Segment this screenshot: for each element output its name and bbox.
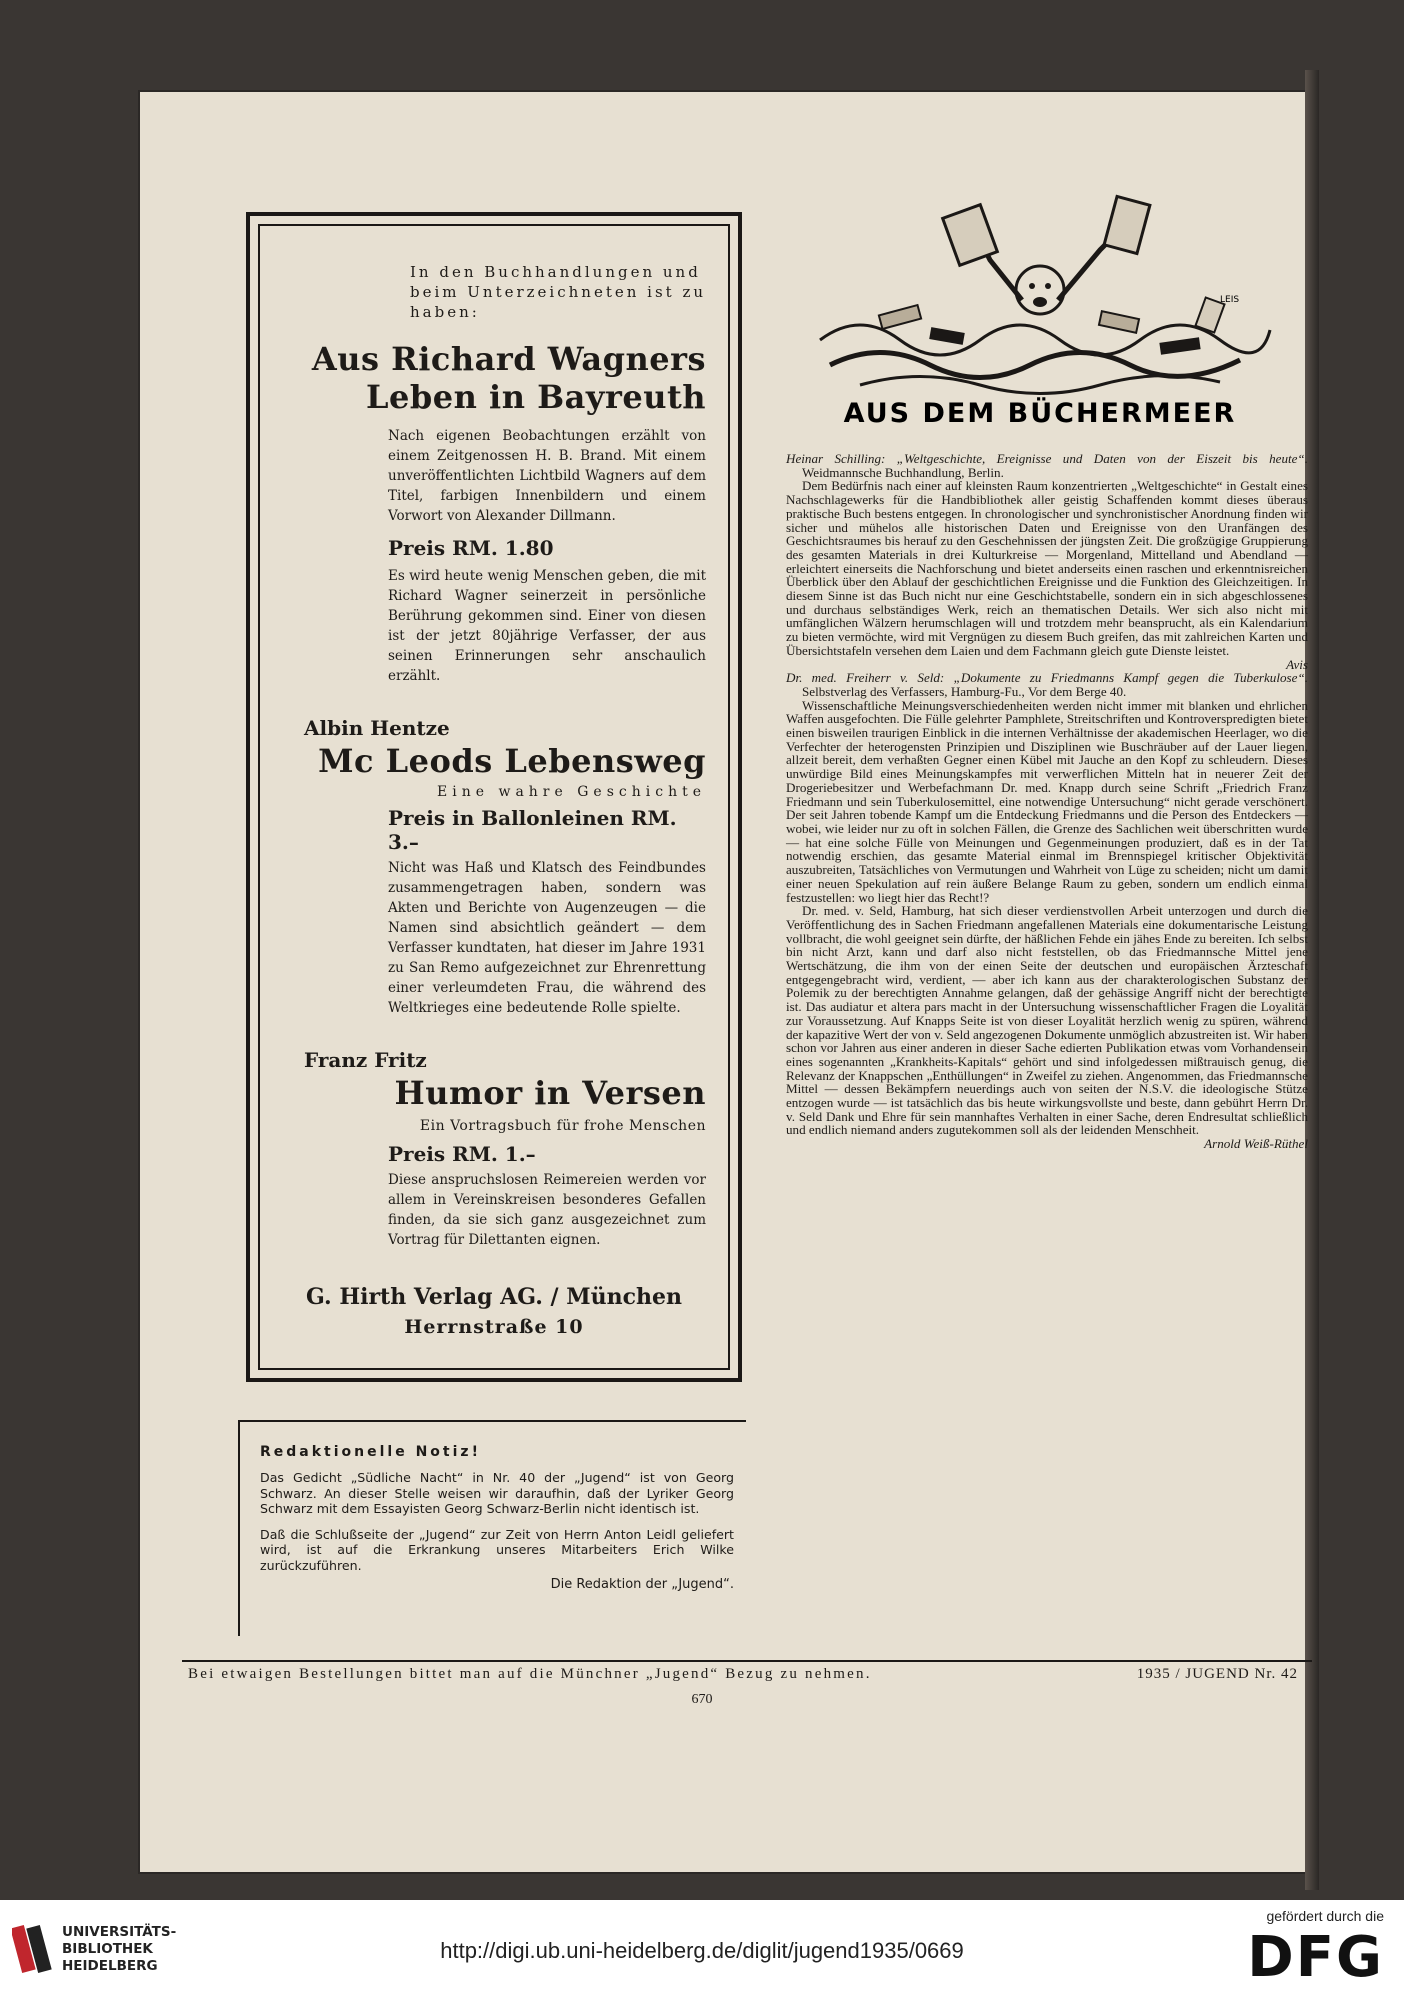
- funding-note: gefördert durch die: [1266, 1908, 1384, 1924]
- review1-heading: [786, 452, 1308, 479]
- review1-author: Avis: [1286, 656, 1308, 672]
- ad-book3-subtitle: Ein Vortragsbuch für frohe Menschen: [419, 1118, 706, 1134]
- review-column: [786, 452, 1308, 1151]
- footer-order-note: Bei etwaigen Bestellungen bittet man auf die Münchner „Jugend“ Bezug zu nehmen.: [188, 1666, 872, 1682]
- review2-author: Arnold Weiß-Rüthel: [1204, 1136, 1308, 1152]
- book-sea-drawing: [800, 190, 1280, 435]
- editorial-note: [238, 1420, 746, 1636]
- review1-title: Heinar Schilling: „Weltgeschichte, Ereignisse und Daten von der Eiszeit bis heute“.: [786, 451, 1308, 466]
- note-title: Redaktionelle Notiz!: [260, 1444, 481, 1460]
- ad-publisher: G. Hirth Verlag AG. / München: [306, 1284, 682, 1310]
- document-url[interactable]: http://digi.ub.uni-heidelberg.de/diglit/jugend1935/0669: [440, 1938, 964, 1963]
- ad-book2-price: Preis in Ballonleinen RM. 3.–: [388, 806, 677, 854]
- review2-title: Dr. med. Freiherr v. Seld: „Dokumente zu Friedmanns Kampf gegen die Tuberkulose“.: [786, 670, 1308, 686]
- book-advertisement: [246, 212, 742, 1382]
- review2-body: Wissenschaftliche Meinungsverschiedenheiten werden nicht immer mit blanken und ehrlichen Waffen ausgefochten. Die Fülle gelehrter Pamphlete, Streitschriften und Kontroverspredigten bietet einen bisweilen traurigen Einblick in die internen Verhältnisse der akademischen Heerlager, wo die Verfechter der heterogensten Prinzipien und Disziplinen wie Buschräuber auf der Lauer liegen, allzeit bereit, dem verhaßten Gegner einen Kübel mit Jauche an den Kopf zu schleudern. Dieses unwürdige Bild eines Meinungskampfes mit verwerflichen Mitteln hat in neuerer Zeit der Drogeriebesitzer und Werbefachmann Dr. med. Knapp durch seine Schrift „Friedrich Franz Friedmann und sein Tuberkulosemittel, eine notwendige Untersuchung“ nicht gerade verschönert. Der seit Jahren tobende Kampf um die Entdeckung Friedmanns und die Person des Entdeckers — wobei, wie leider nur zu oft in solchen Fällen, die Grenze des Sachlichen weit überschritten wurde — hat eine solche Fülle von Meinungen und Gegenmeinungen produziert, daß es in der Tat notwendig erschien, das gesamte Material einmal im Brennspiegel kritischer Objektivität auszubreiten, Tatsächliches von Vermutungen und Wahrheit von Lüge zu scheiden; nicht um damit einer neuen Spekulation auf rein äußere Belange Raum zu geben, sondern um endlich einmal festzustellen: wo liegt hier das Recht!?: [786, 697, 1308, 905]
- ad-book2-title: Mc Leods Lebensweg: [318, 742, 706, 780]
- review2-publisher: Selbstverlag des Verfassers, Hamburg-Fu., Vor dem Berge 40.: [802, 683, 1127, 699]
- section-title: AUS DEM BÜCHERMEER: [843, 398, 1237, 429]
- footer-line: [188, 1666, 1298, 1683]
- ad-book1-title-line2: Leben in Bayreuth: [366, 378, 706, 416]
- footer-rule: [182, 1660, 1312, 1662]
- ad-book3-price: Preis RM. 1.–: [388, 1142, 536, 1166]
- ad-book3-text: Diese anspruchslosen Reimereien werden vor allem in Vereinskreisen besonderes Gefallen finden, da sie sich ganz ausgezeichnet zum Vortrag für Dilettanten eignen.: [388, 1172, 706, 1248]
- ad-book2-author: Albin Hentze: [304, 716, 450, 740]
- ad-book3-title: Humor in Versen: [394, 1074, 706, 1112]
- note-signature: Die Redaktion der „Jugend“.: [550, 1577, 734, 1592]
- ad-book2-subtitle: Eine wahre Geschichte: [437, 784, 706, 800]
- review1-body: Dem Bedürfnis nach einer auf kleinsten Raum konzentrierten „Weltgeschichte“ in Gestalt eines Nachschlagewerks für die Handbibliothek aller geistig Schaffenden kommt dieses überaus praktische Buch bestens entgegen. In chronologischer und synchronistischer Anordnung finden wir sicher und mühelos alle historischen Daten und Ereignisse von den Uranfängen des Geschichtsraumes bis herauf zu den Geschehnissen der jüngsten Zeit. Die großzügige Gruppierung des gesamten Materials in drei Kulturkreise — Morgenland, Mittelland und Abendland — erleichtert einerseits die Nachforschung und bietet anderseits einen raschen und erkenntnisreichen Überblick über den Ablauf der geschichtlichen Ereignisse und die Funktion des Gleichzeitigen. In diesem Sinne ist das Buch nicht nur eine Geschichtstabelle, sondern ein in sich abgeschlossenes und durchaus selbständiges Werk, reich an thematischen Details. Wer sich also nicht mit umfänglichen Wälzern herumschlagen will und trotzdem mehr beansprucht, als ein Kalendarium zu bieten vermöchte, wird mit Vergnügen zu diesem Buch greifen, das mit zahlreichen Karten und Übersichtstafeln versehen dem Laien und dem Fachmann gleich gute Dienste leistet.: [786, 478, 1308, 658]
- ad-book1-title: [282, 340, 706, 416]
- dfg-logo: DFG: [1247, 1925, 1384, 1990]
- university-name-line: HEIDELBERG: [62, 1958, 158, 1974]
- note-paragraph: Daß die Schlußseite der „Jugend“ zur Zeit von Herrn Anton Leidl geliefert wird, ist auf die Erkrankung unseres Mitarbeiters Erich Wilke zurückzuführen.: [260, 1526, 734, 1573]
- ad-book1-title-line1: Aus Richard Wagners: [311, 340, 706, 378]
- ad-book2-text: Nicht was Haß und Klatsch des Feindbundes zusammengetragen haben, sondern was Akten und Berichte von Augenzeugen — die Namen sind absichtlich geändert — dem Verfasser kundtaten, hat dieser im Jahre 1931 zu San Remo aufgezeichnet zur Ehrenrettung einer verleumdeten Frau, die während des Weltkrieges eine bedeutende Rolle spielte.: [388, 860, 706, 1016]
- ad-book1-price: Preis RM. 1.80: [388, 536, 554, 560]
- ad-book3-author: Franz Fritz: [304, 1048, 427, 1072]
- university-name-line: BIBLIOTHEK: [62, 1941, 153, 1957]
- note-paragraph: Das Gedicht „Südliche Nacht“ in Nr. 40 der „Jugend“ ist von Georg Schwarz. An dieser Stelle weisen wir daraufhin, daß der Lyriker Georg Schwarz mit dem Essayisten Georg Schwarz-Berlin nicht identisch ist.: [260, 1470, 734, 1516]
- artist-signature: LEIS: [1220, 295, 1240, 305]
- review1-publisher: Weidmannsche Buchhandlung, Berlin.: [802, 464, 1004, 480]
- section-header-illustration: [800, 190, 1280, 435]
- ad-address: Herrnstraße 10: [404, 1316, 584, 1338]
- page-number: 670: [691, 1692, 713, 1707]
- ad-book1-text: Es wird heute wenig Menschen geben, die mit Richard Wagner seinerzeit in persönliche Berührung gekommen sind. Einer von diesen ist der jetzt 80jährige Verfasser, der aus seinen Erinnerungen sehr anschaulich erzählt.: [388, 568, 706, 684]
- university-name-line: UNIVERSITÄTS-: [62, 1924, 177, 1940]
- viewer-bottom-bar: [0, 1900, 1404, 1996]
- footer-issue: 1935 / JUGEND Nr. 42: [1136, 1666, 1298, 1682]
- review2-heading: [786, 671, 1308, 698]
- ad-book1-desc: Nach eigenen Beobachtungen erzählt von einem Zeitgenossen H. B. Brand. Mit einem unveröffentlichten Lichtbild Wagners auf dem Titel, farbigen Innenbildern und einem Vorwort von Alexander Dillmann.: [388, 428, 706, 524]
- review2-body: Dr. med. v. Seld, Hamburg, hat sich dieser verdienstvollen Arbeit unterzogen und durch die Veröffentlichung des in Sachen Friedmann angefallenen Materials eine dokumentarische Leistung vollbracht, die wohl geeignet sein dürfte, der häßlichen Fehde ein jähes Ende zu bereiten. Ich selbst bin nicht Arzt, kann und darf also nicht feststellen, ob das Friedmannsche Mittel jene Wertschätzung, die ihm von der einen Seite der deutschen und europäischen Ärzteschaft entgegengebracht wird, verdient, — aber ich kann aus der charakterologischen Substanz der Polemik zu der berechtigten Annahme gelangen, daß der gehässige Angriff nicht der berechtigte ist. Das audiatur et altera pars macht in der Untersuchung wissenschaftlicher Fragen die Loyalität zur Voraussetzung. Auf Knapps Seite ist von dieser Loyalität herzlich wenig zu spüren, während der kapazitive Wert der von v. Seld angezogenen Dokumente unmöglich abzustreiten ist. Wir haben schon vor Jahren aus einer anderen in dieser Sache edierten Publikation etwas vom Vorhandensein eines sogenannten „Krankheits-Kapitals“ gehört und sind infolgedessen mißtrauisch genug, die Relevanz der Knappschen „Enthüllungen“ in Zweifel zu ziehen. Angenommen, das Friedmannsche Mittel — dessen Bekämpfern neuerdings auch von seiten der N.S.V. die ideologische Stütze entzogen wurde — ist tatsächlich das bis heute wirkungsvollste und beste, dann gebührt Herrn Dr. v. Seld Dank und Ehre für sein mannhaftes Verhalten in einer Sache, deren Endresultat schließlich und endlich niemand anders zugutekommen soll als der leidenden Menschheit.: [786, 903, 1308, 1138]
- book-advertisement-inner: [258, 224, 730, 1370]
- ad-intro: In den Buchhandlungen und beim Unterzeichneten ist zu haben:: [410, 263, 707, 321]
